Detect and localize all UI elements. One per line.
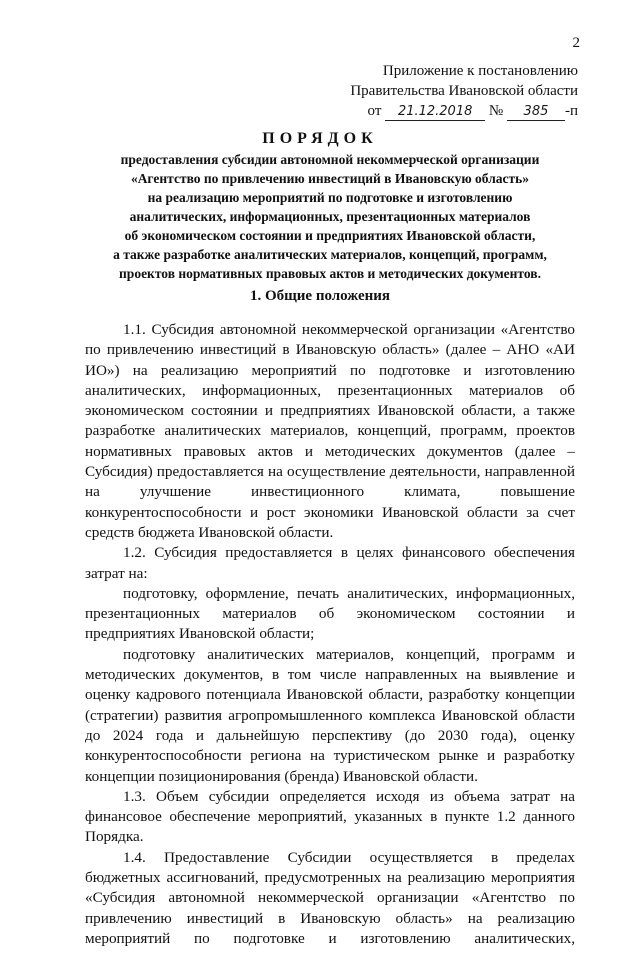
appendix-date-field <box>385 103 485 121</box>
document-subtitle <box>60 150 600 283</box>
document-title: ПОРЯДОК <box>262 130 378 147</box>
appendix-number-field <box>507 103 565 121</box>
appendix-line-2: Правительства Ивановской области <box>350 83 578 99</box>
subtitle-line: на реализацию мероприятий по подготовке и изготовлению <box>147 190 513 205</box>
appendix-line-1: Приложение к постановлению <box>382 63 578 79</box>
subtitle-line: «Агентство по привлечению инвестиций в Ивановскую область» <box>130 171 530 186</box>
page-number: 2 <box>572 35 580 51</box>
section-heading: 1. Общие положения <box>249 288 391 304</box>
subtitle-line: об экономическом состоянии и предприятиях Ивановской области, <box>124 228 536 243</box>
appendix-number-sign: № <box>488 103 504 119</box>
appendix-suffix: -п <box>564 103 578 119</box>
subtitle-line: аналитических, информационных, презентационных материалов <box>129 209 531 224</box>
subtitle-line: предоставления субсидии автономной некоммерческой организации <box>120 152 540 167</box>
document-body <box>85 320 575 970</box>
paragraph-1-3: 1.3. Объем субсидии определяется исходя из объема затрат на финансовое обеспечение мероприятий, указанных в пункте 1.2 данного Порядка. <box>85 787 575 846</box>
appendix-number: 385 <box>523 104 549 119</box>
appendix-prefix: от <box>367 103 382 119</box>
subtitle-line: проектов нормативных правовых актов и методических документов. <box>119 266 541 281</box>
paragraph-list-item-1: подготовку, оформление, печать аналитических, информационных, презентационных материалов об экономическом состоянии и предприятиях Ивановской области; <box>85 584 575 643</box>
appendix-line-3 <box>320 101 578 121</box>
appendix-date: 21.12.2018 <box>397 104 473 119</box>
paragraph-1-4: 1.4. Предоставление Субсидии осуществляется в пределах бюджетных ассигнований, предусмотренных на реализацию мероприятия «Субсидия автономной некоммерческой организации «Агентство по привлечению инвестиций в Ивановскую область» на реализацию мероприятий по подготовке и изготовлению аналитических, <box>85 848 575 947</box>
subtitle-line: а также разработке аналитических материалов, концепций, программ, <box>113 247 547 262</box>
appendix-block <box>320 61 578 121</box>
paragraph-1-2: 1.2. Субсидия предоставляется в целях финансового обеспечения затрат на: <box>85 544 575 582</box>
paragraph-list-item-2: подготовку аналитических материалов, концепций, программ и методических документов, в том числе направленных на выявление и оценку кадрового потенциала Ивановской области, разработку концепции (стратегии) развития агропромышленного комплекса Ивановской области до 2024 года и дальнейшую перспективу (до 2030 года), оценку конкурентоспособности региона на туристическом рынке и разработку концепции позиционирования (бренда) Ивановской области. <box>85 645 575 785</box>
paragraph-1-1: 1.1. Субсидия автономной некоммерческой организации «Агентство по привлечению инвестиций в Ивановскую область» (далее – АНО «АИ ИО») на реализацию мероприятий по подготовке и изготовлению аналитических, информационных, презентационных материалов об экономическом состоянии и предприятиях Ивановской области, а также разработке аналитических материалов, концепций, программ, проектов нормативных правовых актов и методических документов (далее – Субсидия) предоставляется на осуществление деятельности, направленной на улучшение инвестиционного климата, повышение конкурентоспособности и рост экономики Ивановской области за счет средств бюджета Ивановской области. <box>85 321 575 541</box>
